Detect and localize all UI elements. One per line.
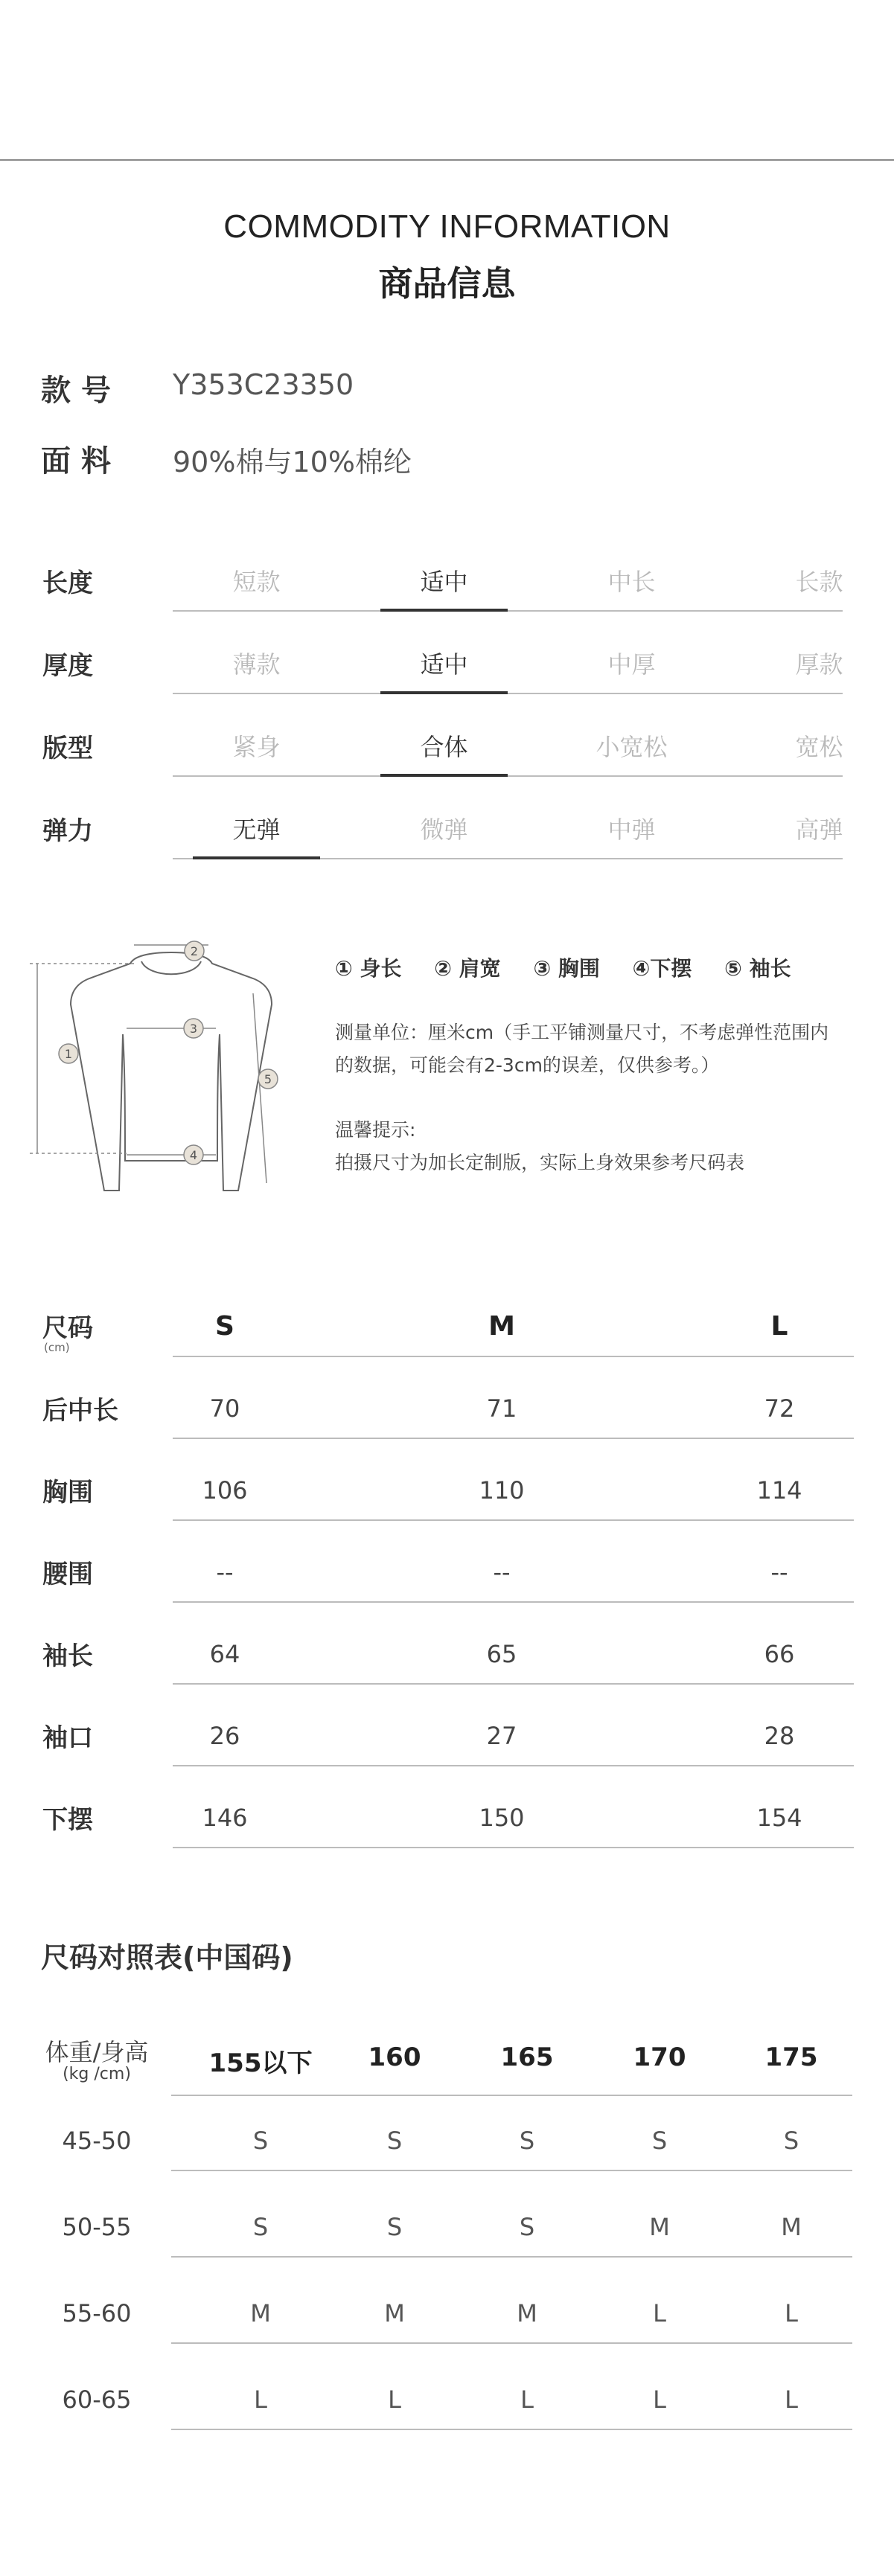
tip-text: 拍摄尺寸为加长定制版，实际上身效果参考尺码表 xyxy=(335,1152,745,1173)
reference-weight-label: 55-60 xyxy=(62,2299,132,2327)
table-row xyxy=(173,1385,854,1439)
size-cell: 72 xyxy=(764,1394,795,1423)
reference-header-label: 体重/身高 xyxy=(45,2038,149,2066)
attribute-option-selected: 无弹 xyxy=(173,807,340,852)
size-cell: 154 xyxy=(756,1804,802,1832)
tip-title: 温馨提示: xyxy=(335,1119,416,1141)
size-cell: 28 xyxy=(764,1722,795,1750)
attribute-divider xyxy=(173,775,843,777)
size-row-divider xyxy=(173,1765,854,1766)
attribute-options xyxy=(173,725,843,777)
reference-size-cell: M xyxy=(250,2299,271,2327)
reference-height-header: 165 xyxy=(500,2042,554,2072)
attribute-option: 高弹 xyxy=(795,816,843,844)
reference-size-cell: S xyxy=(386,2213,403,2241)
attribute-option: 中长 xyxy=(607,568,656,596)
table-row xyxy=(173,1549,854,1603)
reference-size-cell: S xyxy=(386,2127,403,2155)
neckline xyxy=(141,961,201,974)
legend-shoulder-width: ② 肩宽 xyxy=(434,956,501,981)
size-column-header: M xyxy=(488,1311,515,1342)
note-line-1: 测量单位：厘米cm（手工平铺测量尺寸，不考虑弹性范围内 xyxy=(335,1022,829,1043)
marker-3-label: 3 xyxy=(189,1022,198,1036)
reference-size-cell: S xyxy=(252,2127,269,2155)
legend-sleeve-length: ⑤ 袖长 xyxy=(724,956,791,981)
size-row-label: 腰围 xyxy=(42,1560,93,1589)
size-row-divider xyxy=(173,1601,854,1603)
attribute-option: 中弹 xyxy=(607,816,656,844)
reference-size-cell: M xyxy=(384,2299,405,2327)
reference-row-divider xyxy=(171,2429,852,2430)
style-number-value: Y353C23350 xyxy=(173,368,354,401)
attribute-option-selected: 适中 xyxy=(360,642,528,687)
attribute-option: 微弹 xyxy=(420,816,468,844)
measurement-legend xyxy=(335,952,791,982)
size-cell: 65 xyxy=(486,1640,517,1668)
size-row-label: 袖长 xyxy=(42,1641,93,1671)
top-divider xyxy=(0,159,894,161)
reference-header-unit: (kg /cm) xyxy=(63,2065,131,2083)
reference-size-cell: S xyxy=(519,2127,535,2155)
attribute-label: 厚度 xyxy=(42,651,93,681)
size-row-divider xyxy=(173,1356,854,1357)
attribute-option: 小宽松 xyxy=(596,733,668,761)
size-cell: 150 xyxy=(479,1804,525,1832)
marker-4-label: 4 xyxy=(189,1148,198,1162)
attribute-options xyxy=(173,642,843,694)
note-line-2: 的数据，可能会有2-3cm的误差，仅供参考。） xyxy=(335,1054,720,1076)
reference-size-cell: S xyxy=(519,2213,535,2241)
reference-height-header: 170 xyxy=(633,2042,686,2072)
reference-size-cell: L xyxy=(520,2386,534,2414)
size-row-divider xyxy=(173,1847,854,1848)
attribute-divider xyxy=(173,693,843,694)
size-cell: 27 xyxy=(486,1722,517,1750)
garment-measurement-diagram xyxy=(30,923,313,1205)
size-cell: 110 xyxy=(479,1476,525,1505)
reference-size-cell: M xyxy=(517,2299,537,2327)
attribute-options xyxy=(173,807,843,859)
size-row-divider xyxy=(173,1438,854,1439)
reference-row-divider xyxy=(171,2095,852,2096)
attribute-label: 弹力 xyxy=(42,816,93,846)
size-cell: 66 xyxy=(764,1640,795,1668)
attribute-label: 版型 xyxy=(42,734,93,763)
size-cell: -- xyxy=(216,1558,234,1586)
legend-chest: ③ 胸围 xyxy=(533,956,600,981)
marker-2-label: 2 xyxy=(190,944,199,958)
reference-size-cell: L xyxy=(785,2386,798,2414)
attribute-option: 短款 xyxy=(232,568,281,596)
reference-row-divider xyxy=(171,2342,852,2344)
size-row-label: 胸围 xyxy=(42,1478,93,1508)
marker-1-label: 1 xyxy=(64,1047,73,1061)
legend-hem: ④下摆 xyxy=(632,956,692,981)
attribute-option: 厚款 xyxy=(795,650,843,679)
marker-5-label: 5 xyxy=(264,1072,272,1086)
reference-size-cell: M xyxy=(781,2213,802,2241)
reference-size-cell: L xyxy=(388,2386,401,2414)
attribute-option: 长款 xyxy=(795,568,843,596)
reference-size-cell: S xyxy=(651,2127,668,2155)
size-row-label: 下摆 xyxy=(42,1805,93,1835)
attribute-divider xyxy=(173,610,843,612)
table-row xyxy=(173,1713,854,1766)
reference-row-divider xyxy=(171,2256,852,2258)
size-cell: -- xyxy=(493,1558,511,1586)
size-cell: 114 xyxy=(756,1476,802,1505)
reference-size-cell: S xyxy=(783,2127,799,2155)
attribute-option: 宽松 xyxy=(795,733,843,761)
size-cell: 64 xyxy=(209,1640,240,1668)
size-cell: 106 xyxy=(202,1476,248,1505)
attribute-option: 紧身 xyxy=(232,733,281,761)
size-cell: 146 xyxy=(202,1804,248,1832)
size-row-divider xyxy=(173,1683,854,1685)
legend-body-length: ① 身长 xyxy=(335,956,402,981)
reference-size-cell: M xyxy=(649,2213,670,2241)
title-chinese: 商品信息 xyxy=(378,263,516,304)
reference-size-cell: L xyxy=(653,2386,666,2414)
attribute-options xyxy=(173,560,843,612)
reference-size-cell: L xyxy=(785,2299,798,2327)
reference-size-cell: L xyxy=(254,2386,267,2414)
fabric-label: 面料 xyxy=(41,444,121,478)
attribute-option: 中厚 xyxy=(607,650,656,679)
size-row-label: 袖口 xyxy=(42,1723,93,1753)
table-row xyxy=(173,1795,854,1848)
size-column-header: S xyxy=(215,1311,234,1342)
size-reference-title: 尺码对照表(中国码) xyxy=(41,1941,293,1974)
reference-size-cell: S xyxy=(252,2213,269,2241)
size-cell: 26 xyxy=(209,1722,240,1750)
table-row xyxy=(173,1631,854,1685)
attribute-option-selected: 适中 xyxy=(360,560,528,604)
size-header-row xyxy=(173,1304,854,1357)
reference-row-divider xyxy=(171,2170,852,2171)
size-cell: -- xyxy=(770,1558,788,1586)
size-row-divider xyxy=(173,1519,854,1521)
size-column-header: L xyxy=(770,1311,788,1342)
size-header-label: 尺码 xyxy=(42,1313,93,1343)
style-number-label: 款号 xyxy=(41,374,121,408)
attribute-option-selected: 合体 xyxy=(360,725,528,769)
size-cell: 71 xyxy=(486,1394,517,1423)
title-english: COMMODITY INFORMATION xyxy=(223,208,671,245)
table-row xyxy=(173,1467,854,1521)
size-row-label: 后中长 xyxy=(42,1396,118,1426)
reference-weight-label: 45-50 xyxy=(62,2127,132,2155)
reference-size-cell: L xyxy=(653,2299,666,2327)
reference-height-header: 160 xyxy=(368,2042,421,2072)
attribute-option: 薄款 xyxy=(232,650,281,679)
measurement-note xyxy=(335,1016,856,1082)
reference-weight-label: 60-65 xyxy=(62,2386,132,2414)
fabric-value: 90%棉与10%棉纶 xyxy=(173,446,412,478)
reference-height-header: 175 xyxy=(764,2042,818,2072)
reference-height-header: 155以下 xyxy=(208,2048,313,2078)
attribute-label: 长度 xyxy=(42,568,93,598)
size-cell: 70 xyxy=(209,1394,240,1423)
reference-weight-label: 50-55 xyxy=(62,2213,132,2241)
size-header-unit: (cm) xyxy=(44,1341,70,1354)
